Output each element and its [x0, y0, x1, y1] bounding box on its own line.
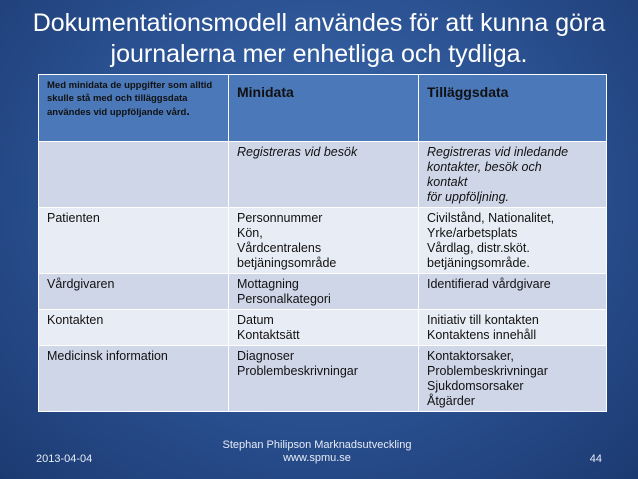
column-header-minidata: Minidata	[229, 75, 419, 142]
minidata-cell	[229, 208, 419, 274]
cell-line: Problembeskrivningar	[427, 364, 548, 378]
table-row	[39, 274, 607, 310]
cell-line: kontakt	[427, 175, 468, 189]
cell-line: Åtgärder	[427, 394, 475, 408]
column-header-tillaggsdata: Tilläggsdata	[419, 75, 607, 142]
table-note-end: .	[186, 104, 190, 118]
tillaggsdata-cell	[419, 310, 607, 346]
tillaggsdata-cell	[419, 274, 607, 310]
minidata-cell: Registreras vid besök	[229, 142, 419, 208]
table-header-row	[39, 75, 607, 142]
table-row	[39, 142, 607, 208]
cell-line: Kön,	[237, 226, 263, 240]
cell-line: betjäningsområde.	[427, 256, 530, 270]
cell-line: Identifierad vårdgivare	[427, 277, 551, 291]
cell-line: Initiativ till kontakten	[427, 313, 539, 327]
cell-line: Registreras vid inledande	[427, 145, 569, 159]
tillaggsdata-cell	[419, 208, 607, 274]
slide-title: Dokumentationsmodell användes för att kunna göra journalerna mer enhetliga och tydliga.	[32, 9, 606, 68]
row-label: Kontakten	[39, 310, 229, 346]
cell-line: för uppföljning.	[427, 190, 510, 204]
row-label: Vårdgivaren	[39, 274, 229, 310]
cell-line: Kontaktens innehåll	[427, 328, 537, 342]
cell-line: Datum	[237, 313, 274, 327]
cell-line: kontakter, besök och	[427, 160, 542, 174]
footer-date: 2013-04-04	[36, 453, 93, 465]
tillaggsdata-cell	[419, 142, 607, 208]
documentation-table	[38, 74, 607, 412]
row-label: Medicinsk information	[39, 346, 229, 412]
footer-url: www.spmu.se	[283, 452, 351, 464]
cell-line: Mottagning	[237, 277, 299, 291]
table-row	[39, 208, 607, 274]
cell-line: Vårdlag, distr.sköt.	[427, 241, 530, 255]
cell-line: Sjukdomsorsaker	[427, 379, 524, 393]
cell-line: Civilstånd, Nationalitet,	[427, 211, 555, 225]
cell-line: betjäningsområde	[237, 256, 337, 270]
cell-line: Personalkategori	[237, 292, 331, 306]
slide-number: 44	[589, 453, 602, 465]
table-note-cell	[39, 75, 229, 142]
row-label	[39, 142, 229, 208]
minidata-cell	[229, 346, 419, 412]
footer-center	[205, 439, 429, 465]
cell-line: Diagnoser	[237, 349, 294, 363]
cell-line: Personnummer	[237, 211, 323, 225]
cell-line: Vårdcentralens	[237, 241, 322, 255]
table-row	[39, 310, 607, 346]
cell-line: Kontaktorsaker,	[427, 349, 514, 363]
table-note-text: Med minidata de uppgifter som alltid skulle stå med och tilläggsdata användes vid uppföljande vård	[47, 80, 213, 118]
tillaggsdata-cell	[419, 346, 607, 412]
minidata-cell	[229, 310, 419, 346]
table-row	[39, 346, 607, 412]
cell-line: Kontaktsätt	[237, 328, 300, 342]
row-label: Patienten	[39, 208, 229, 274]
cell-line: Yrke/arbetsplats	[427, 226, 518, 240]
footer-author: Stephan Philipson Marknadsutveckling	[222, 439, 412, 451]
minidata-cell	[229, 274, 419, 310]
cell-line: Problembeskrivningar	[237, 364, 358, 378]
